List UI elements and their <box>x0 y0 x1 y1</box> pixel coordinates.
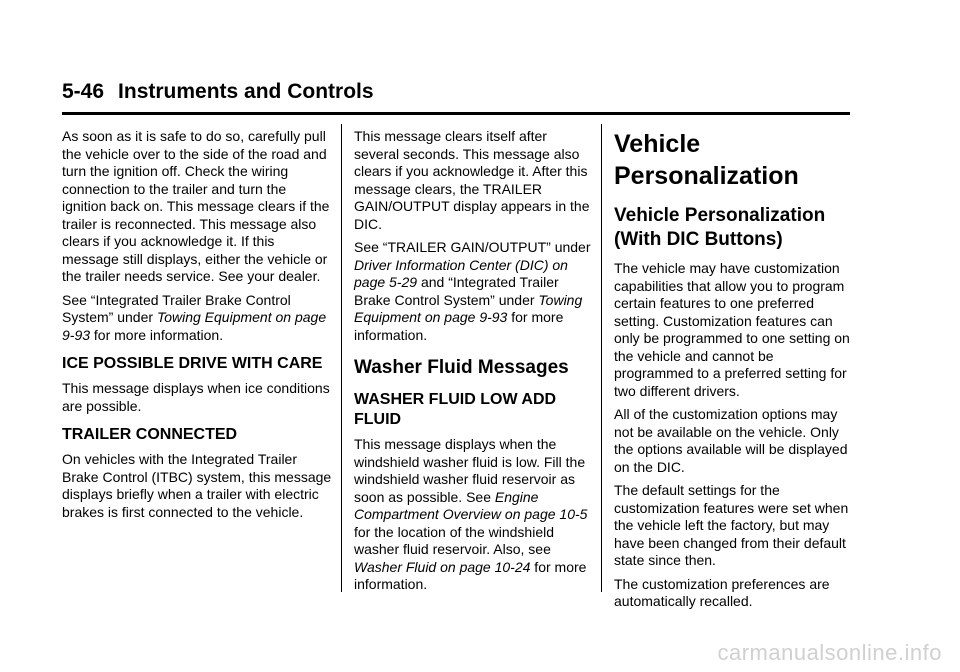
paragraph: All of the customization options may not be available on the vehicle. Only the options available will be displayed on the DIC. <box>614 406 848 475</box>
paragraph: The customization preferences are automatically recalled. <box>614 575 830 609</box>
section-title: Instruments and Controls <box>118 80 374 103</box>
paragraph: This message clears itself after several seconds. This message also clears if you acknowledge it. After this message clears, the TRAILER GAIN/OUTPUT display appears in the DIC. <box>354 128 590 232</box>
paragraph: The vehicle may have customization capabilities that allow you to program certain features to one preferred setting. Customization features can only be programmed to one setting on the vehicle and cannot be programmed to a preferred setting for two different drivers. <box>614 260 850 399</box>
column-divider <box>341 124 342 592</box>
column-1 <box>62 128 334 527</box>
cross-reference-link[interactable]: Driver Information Center (DIC) on page 5-29 <box>354 256 568 290</box>
text: See “Integrated Trailer Brake Control System” under <box>62 291 291 325</box>
text: for the location of the windshield washer fluid reservoir. Also, see <box>354 523 555 557</box>
cross-reference-link[interactable]: Towing Equipment on page 9-93 <box>354 291 583 325</box>
column-2 <box>354 128 594 600</box>
cross-reference-link[interactable]: Washer Fluid on page 10-24 <box>354 558 531 575</box>
text: and “Integrated Trailer Brake Control System” under <box>354 274 559 308</box>
text: for more information. <box>90 326 224 343</box>
watermark: carmanualsonline.info <box>717 640 942 665</box>
paragraph: This message displays when ice conditions are possible. <box>62 380 330 414</box>
text: for more information. <box>354 309 564 343</box>
page-header <box>62 78 850 115</box>
paragraph: The default settings for the customization features were set when the vehicle left the factory, but may have been changed from their default state since then. <box>614 482 849 568</box>
paragraph: On vehicles with the Integrated Trailer Brake Control (ITBC) system, this message displays briefly when a trailer with electric brakes is first connected to the vehicle. <box>62 451 332 520</box>
subheading-trailer: TRAILER CONNECTED <box>62 426 238 443</box>
paragraph <box>62 292 334 345</box>
column-divider <box>601 124 602 592</box>
text: This message displays when the windshield washer fluid is low. Fill the windshield washer fluid reservoir as soon as possible. See <box>354 436 586 505</box>
subheading-washer-low: WASHER FLUID LOW ADD FLUID <box>354 391 557 428</box>
paragraph: As soon as it is safe to do so, carefully pull the vehicle over to the side of the road and turn the ignition off. Check the wiring connection to the trailer and turn the ignition back on. This message clears if the trailer is reconnected. This message also clears if you acknowledge it. If this message still displays, either the vehicle or the trailer needs service. See your dealer. <box>62 128 330 284</box>
cross-reference-link[interactable]: Towing Equipment on page 9-93 <box>62 309 327 343</box>
subheading-ice: ICE POSSIBLE DRIVE WITH CARE <box>62 355 323 372</box>
text: See “TRAILER GAIN/OUTPUT” under <box>354 239 591 255</box>
subheading-with-dic-buttons: Vehicle Personalization (With DIC Buttons) <box>614 205 826 250</box>
page-title <box>62 78 850 106</box>
heading-vehicle-personalization: Vehicle Personalization <box>614 130 799 190</box>
paragraph <box>354 436 594 594</box>
column-3 <box>614 128 854 617</box>
text: for more information. <box>354 558 587 592</box>
cross-reference-link[interactable]: Engine Compartment Overview on page 10-5 <box>354 488 588 522</box>
header-rule <box>62 112 850 115</box>
paragraph <box>354 239 594 344</box>
page-number: 5-46 <box>62 80 105 103</box>
heading-washer-fluid: Washer Fluid Messages <box>354 357 569 378</box>
